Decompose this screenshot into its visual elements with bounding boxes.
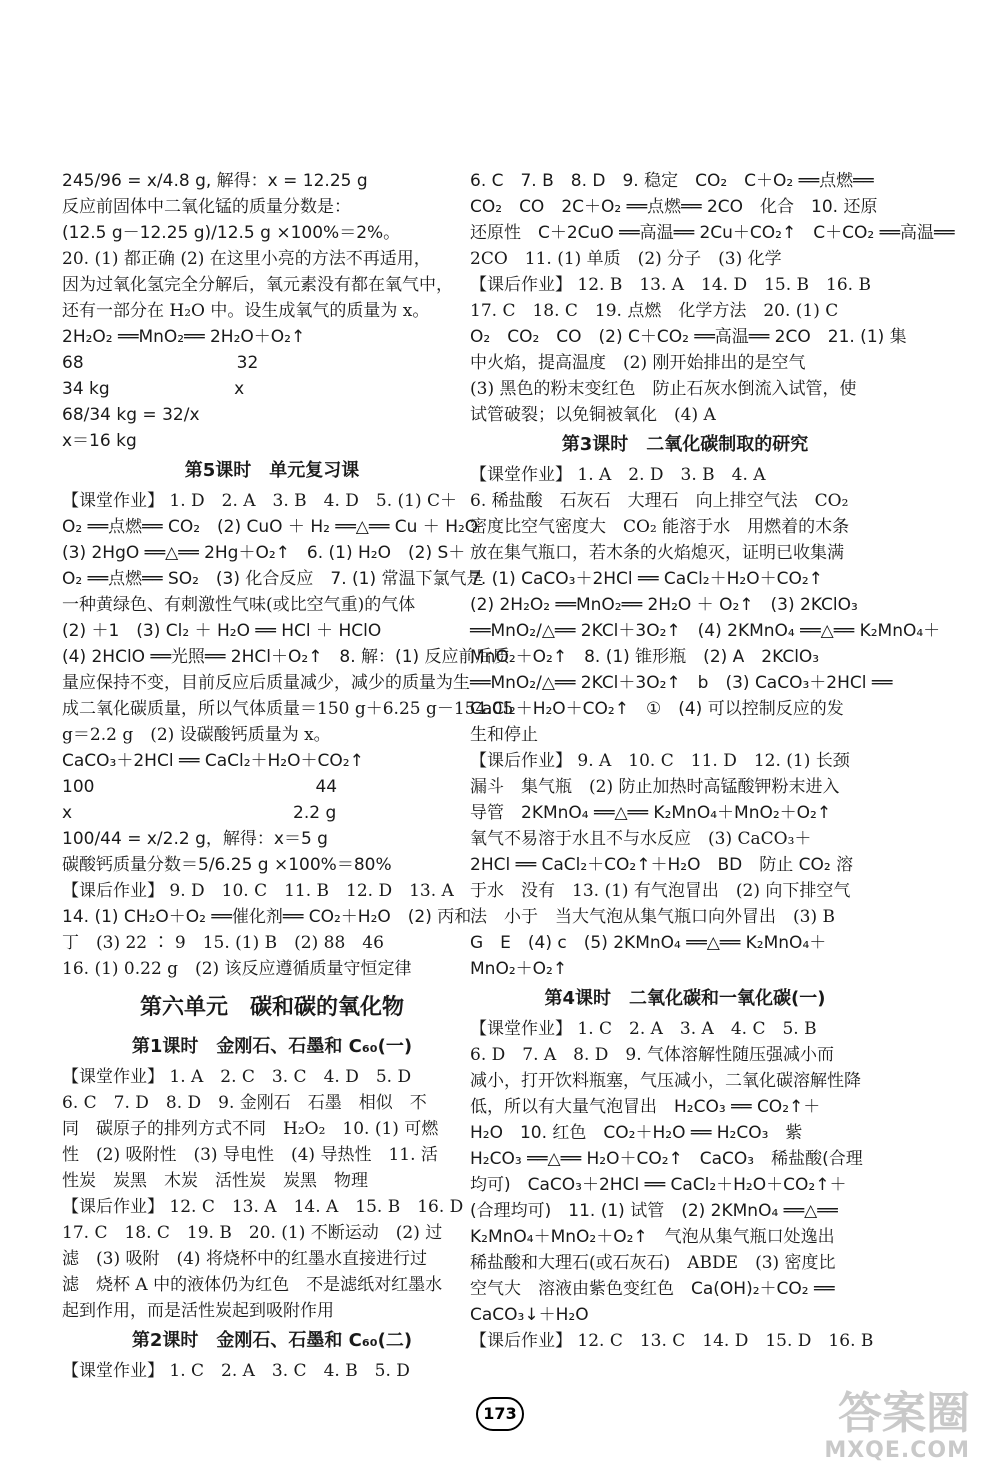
watermark-logo: 答案圈 xyxy=(838,1388,970,1439)
page-number-badge: 173 xyxy=(476,1397,524,1431)
text-line: 【课堂作业】 1. D 2. A 3. B 4. D 5. (1) C＋ xyxy=(62,491,458,511)
text-line: 于水 没有 13. (1) 有气泡冒出 (2) 向下排空气 xyxy=(470,881,851,901)
text-line: (3) 2HgO ══△══ 2Hg＋O₂↑ 6. (1) H₂O (2) S＋ xyxy=(62,543,466,563)
text-line: 密度比空气密度大 CO₂ 能溶于水 用燃着的木条 xyxy=(470,517,850,537)
text-line: CaCl₂＋H₂O＋CO₂↑ ① (4) 可以控制反应的发 xyxy=(470,699,844,719)
answer-block-lesson-2 xyxy=(62,1358,482,1384)
text-line: 【课堂作业】 1. A 2. C 3. C 4. D 5. D xyxy=(62,1067,412,1087)
watermark xyxy=(824,1390,970,1463)
text-line: 6. C 7. D 8. D 9. 金刚石 石墨 相似 不 xyxy=(62,1093,427,1113)
text-line: 滤 烧杯 A 中的液体仍为红色 不是滤纸对红墨水 xyxy=(62,1275,443,1295)
right-column xyxy=(470,168,955,1354)
text-line: H₂O 10. 红色 CO₂＋H₂O ══ H₂CO₃ 紫 xyxy=(470,1123,803,1143)
text-line: 法 小于 当大气泡从集气瓶口向外冒出 (3) B xyxy=(470,907,835,927)
text-line: 20. (1) 都正确 (2) 在这里小亮的方法不再适用， xyxy=(62,249,431,269)
text-line: 68/34 kg = 32/x xyxy=(62,405,200,425)
lesson-heading-1: 第1课时 金刚石、石墨和 C₆₀(一) xyxy=(131,1036,413,1057)
text-line: 同 碳原子的排列方式不同 H₂O₂ 10. (1) 可燃 xyxy=(62,1119,439,1139)
text-line: 【课堂作业】 1. A 2. D 3. B 4. A xyxy=(470,465,766,485)
text-line: (4) 2HClO ══光照══ 2HCl＋O₂↑ 8. 解：(1) 反应前后质 xyxy=(62,647,510,667)
text-line: CaCO₃↓＋H₂O xyxy=(470,1305,589,1325)
text-line: 【课后作业】 12. C 13. C 14. D 15. D 16. B xyxy=(470,1331,874,1351)
text-line: 245/96 = x/4.8 g, 解得：x = 12.25 g xyxy=(62,171,368,191)
text-line: 【课后作业】 12. C 13. A 14. A 15. B 16. D xyxy=(62,1197,464,1217)
text-line: 生和停止 xyxy=(470,725,538,745)
text-line: 68 32 xyxy=(62,353,259,373)
text-line: 还原性 C＋2CuO ══高温══ 2Cu＋CO₂↑ C＋CO₂ ══高温══ xyxy=(470,223,955,243)
unit-heading: 第六单元 碳和碳的氧化物 xyxy=(139,995,404,1020)
text-line: 100/44 = x/2.2 g，解得：x＝5 g xyxy=(62,829,328,849)
text-line: G E (4) c (5) 2KMnO₄ ══△══ K₂MnO₄＋ xyxy=(470,933,827,953)
text-line: 试管破裂；以免铜被氧化 (4) A xyxy=(470,405,716,425)
lesson-heading-4: 第4课时 二氧化碳和一氧化碳(一) xyxy=(544,988,826,1009)
answer-block-lesson-4 xyxy=(470,1016,900,1354)
text-line: 【课后作业】 9. A 10. C 11. D 12. (1) 长颈 xyxy=(470,751,850,771)
text-line: 成二氧化碳质量，所以气体质量＝150 g＋6.25 g－154.05 xyxy=(62,699,514,719)
solution-block-a xyxy=(62,168,482,454)
text-line: O₂ ══点燃══ CO₂ (2) CuO ＋ H₂ ══△══ Cu ＋ H₂O xyxy=(62,517,479,537)
text-line: 氧气不易溶于水且不与水反应 (3) CaCO₃＋ xyxy=(470,829,812,849)
text-line: 还有一部分在 H₂O 中。设生成氧气的质量为 x。 xyxy=(62,301,430,321)
text-line: 100 44 xyxy=(62,777,338,797)
text-line: 34 kg x xyxy=(62,379,245,399)
answer-block-lesson-1 xyxy=(62,1064,482,1324)
text-line: 17. C 18. C 19. 点燃 化学方法 20. (1) C xyxy=(470,301,839,321)
text-line: ══MnO₂/△══ 2KCl＋3O₂↑ (4) 2KMnO₄ ══△══ K₂MnO₄＋ xyxy=(470,621,941,641)
text-line: 反应前固体中二氧化锰的质量分数是： xyxy=(62,197,351,217)
text-line: 【课后作业】 9. D 10. C 11. B 12. D 13. A xyxy=(62,881,454,901)
text-line: 14. (1) CH₂O＋O₂ ══催化剂══ CO₂＋H₂O (2) 丙和 xyxy=(62,907,472,927)
text-line: g＝2.2 g (2) 设碳酸钙质量为 x。 xyxy=(62,725,331,745)
text-line: 滤 (3) 吸附 (4) 将烧杯中的红墨水直接进行过 xyxy=(62,1249,427,1269)
text-line: ══MnO₂/△══ 2KCl＋3O₂↑ b (3) CaCO₃＋2HCl ══ xyxy=(470,673,893,693)
text-line: 碳酸钙质量分数＝5/6.25 g ×100%＝80% xyxy=(62,855,392,875)
text-line: MnO₂＋O₂↑ 8. (1) 锥形瓶 (2) A 2KClO₃ xyxy=(470,647,820,667)
text-line: (2) ＋1 (3) Cl₂ ＋ H₂O ══ HCl ＋ HClO xyxy=(62,621,382,641)
text-line: x 2.2 g xyxy=(62,803,337,823)
text-line: 放在集气瓶口，若木条的火焰熄灭，证明已收集满 xyxy=(470,543,844,563)
text-line: 【课堂作业】 1. C 2. A 3. C 4. B 5. D xyxy=(62,1361,410,1381)
lesson-heading-3: 第3课时 二氧化碳制取的研究 xyxy=(561,434,809,455)
text-line: 一种黄绿色、有刺激性气味(或比空气重)的气体 xyxy=(62,595,416,615)
text-line: 【课堂作业】 1. C 2. A 3. A 4. C 5. B xyxy=(470,1019,817,1039)
text-line: K₂MnO₄＋MnO₂＋O₂↑ 气泡从集气瓶口处逸出 xyxy=(470,1227,835,1247)
text-line: 2CO 11. (1) 单质 (2) 分子 (3) 化学 xyxy=(470,249,782,269)
answer-block-lesson-2-continued xyxy=(470,168,955,428)
text-line: 6. 稀盐酸 石灰石 大理石 向上排空气法 CO₂ xyxy=(470,491,849,511)
text-line: 因为过氧化氢完全分解后，氧元素没有都在氧气中， xyxy=(62,275,453,295)
text-line: 起到作用，而是活性炭起到吸附作用 xyxy=(62,1301,334,1321)
text-line: 导管 2KMnO₄ ══△══ K₂MnO₄＋MnO₂＋O₂↑ xyxy=(470,803,832,823)
text-line: 低，所以有大量气泡冒出 H₂CO₃ ══ CO₂↑＋ xyxy=(470,1097,821,1117)
text-line: (3) 黑色的粉末变红色 防止石灰水倒流入试管，使 xyxy=(470,379,857,399)
text-line: CO₂ CO 2C＋O₂ ══点燃══ 2CO 化合 10. 还原 xyxy=(470,197,878,217)
text-line: 中火焰，提高温度 (2) 刚开始排出的是空气 xyxy=(470,353,806,373)
text-line: 【课后作业】 12. B 13. A 14. D 15. B 16. B xyxy=(470,275,871,295)
lesson-heading-2: 第2课时 金刚石、石墨和 C₆₀(二) xyxy=(131,1330,413,1351)
text-line: 6. C 7. B 8. D 9. 稳定 CO₂ C＋O₂ ══点燃══ xyxy=(470,171,874,191)
text-line: 漏斗 集气瓶 (2) 防止加热时高锰酸钾粉末进入 xyxy=(470,777,840,797)
text-line: 均可) CaCO₃＋2HCl ══ CaCl₂＋H₂O＋CO₂↑＋ xyxy=(470,1175,847,1195)
text-line: O₂ ══点燃══ SO₂ (3) 化合反应 7. (1) 常温下氯气是 xyxy=(62,569,484,589)
text-line: 16. (1) 0.22 g (2) 该反应遵循质量守恒定律 xyxy=(62,959,412,979)
text-line: 丁 (3) 22 ∶ 9 15. (1) B (2) 88 46 xyxy=(62,933,384,953)
text-line: x＝16 kg xyxy=(62,431,137,451)
text-line: (合理均可) 11. (1) 试管 (2) 2KMnO₄ ══△══ xyxy=(470,1201,838,1221)
text-line: (12.5 g－12.25 g)/12.5 g ×100%＝2%。 xyxy=(62,223,401,243)
text-line: 2HCl ══ CaCl₂＋CO₂↑＋H₂O BD 防止 CO₂ 溶 xyxy=(470,855,854,875)
lesson-heading-5: 第5课时 单元复习课 xyxy=(184,460,360,481)
text-line: (2) 2H₂O₂ ══MnO₂══ 2H₂O ＋ O₂↑ (3) 2KClO₃ xyxy=(470,595,858,615)
text-line: 稀盐酸和大理石(或石灰石) ABDE (3) 密度比 xyxy=(470,1253,836,1273)
text-line: MnO₂＋O₂↑ xyxy=(470,959,568,979)
text-line: CaCO₃＋2HCl ══ CaCl₂＋H₂O＋CO₂↑ xyxy=(62,751,364,771)
text-line: 减小，打开饮料瓶塞，气压减小，二氧化碳溶解性降 xyxy=(470,1071,861,1091)
text-line: 性 (2) 吸附性 (3) 导电性 (4) 导热性 11. 活 xyxy=(62,1145,438,1165)
text-line: 6. D 7. A 8. D 9. 气体溶解性随压强减小而 xyxy=(470,1045,835,1065)
text-line: 7. (1) CaCO₃＋2HCl ══ CaCl₂＋H₂O＋CO₂↑ xyxy=(470,569,823,589)
text-line: 17. C 18. C 19. B 20. (1) 不断运动 (2) 过 xyxy=(62,1223,443,1243)
watermark-site: MXQE.COM xyxy=(824,1438,970,1463)
text-line: 量应保持不变，目前反应后质量减少，减少的质量为生 xyxy=(62,673,470,693)
answer-block-lesson-3 xyxy=(470,462,941,982)
text-line: 空气大 溶液由紫色变红色 Ca(OH)₂＋CO₂ ══ xyxy=(470,1279,835,1299)
text-line: O₂ CO₂ CO (2) C＋CO₂ ══高温══ 2CO 21. (1) 集 xyxy=(470,327,907,347)
text-line: H₂CO₃ ══△══ H₂O＋CO₂↑ CaCO₃ 稀盐酸(合理 xyxy=(470,1149,863,1169)
text-line: 性炭 炭黑 木炭 活性炭 炭黑 物理 xyxy=(62,1171,368,1191)
text-line: 2H₂O₂ ══MnO₂══ 2H₂O＋O₂↑ xyxy=(62,327,306,347)
